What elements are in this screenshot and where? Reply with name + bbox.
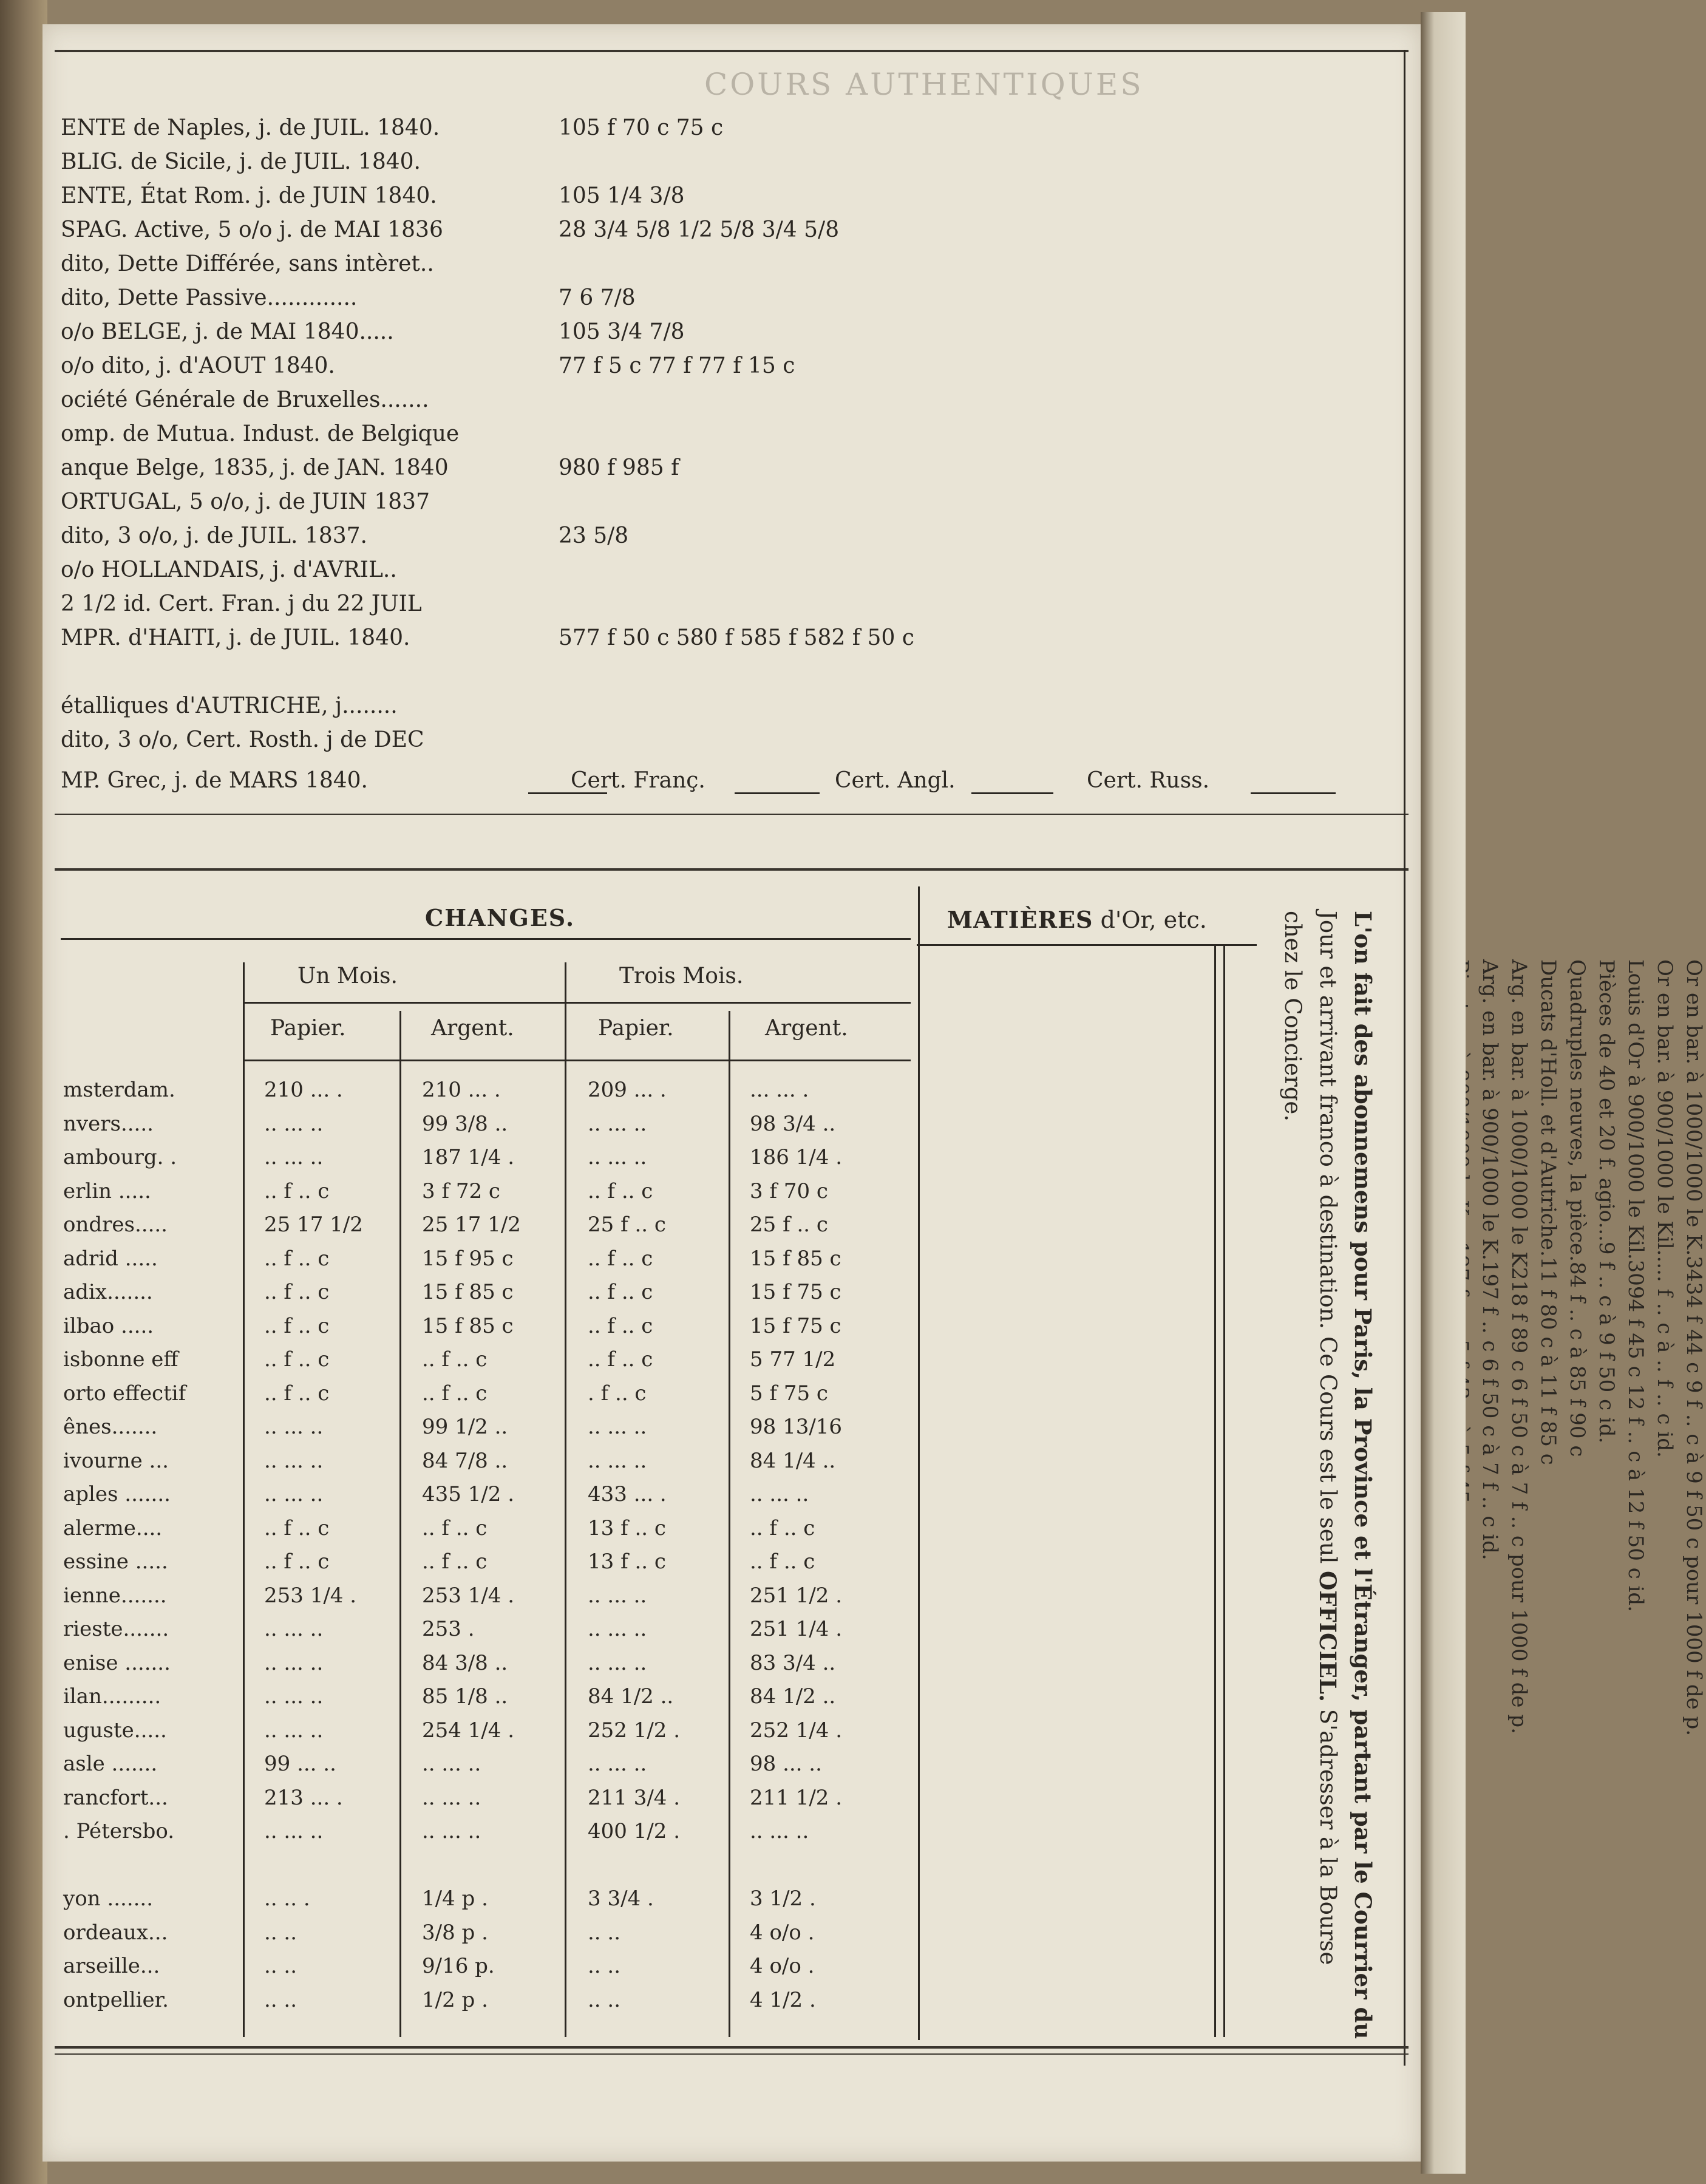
exchange-rate: .. f .. c xyxy=(264,1246,330,1271)
matiere-name: Louis d'Or à 900/1000 le Kil. xyxy=(1623,959,1648,1260)
exchange-city: adrid ..... xyxy=(63,1246,158,1271)
header-papier-3: Papier. xyxy=(598,1016,674,1041)
cert-franc-label: Cert. Franç. xyxy=(571,768,705,793)
exchange-rate: 3 f 72 c xyxy=(422,1179,500,1203)
exchange-rate: 211 1/2 . xyxy=(750,1785,843,1810)
exchange-rate: 252 1/4 . xyxy=(750,1718,843,1743)
exchange-rate: 15 f 75 c xyxy=(750,1280,841,1304)
exchange-rate: 210 ... . xyxy=(422,1078,501,1102)
exchange-rate: ... ... . xyxy=(750,1078,809,1102)
exchange-city: erlin ..... xyxy=(63,1179,151,1203)
exchange-rate: 25 17 1/2 xyxy=(422,1213,521,1237)
exchange-rate: .. ... .. xyxy=(264,1718,324,1743)
matiere-value: 218 f 89 c 6 f 50 c à 7 f .. c pour 1000 f de p. xyxy=(1507,1267,1531,1734)
notice-line-2c: S'adresser à la Bourse xyxy=(1315,1709,1341,1965)
exchange-row xyxy=(61,1078,911,1112)
exchange-city: ontpellier. xyxy=(63,1987,169,2012)
exchange-city: alerme.... xyxy=(63,1516,163,1540)
exchange-row xyxy=(61,1280,911,1314)
exchange-rate: .. ... .. xyxy=(264,1482,324,1506)
matieres-title-bold: MATIÈRES xyxy=(947,906,1093,933)
rente-label: ENTE de Naples, j. de JUIL. 1840. xyxy=(61,115,440,140)
exchange-rate: .. ... .. xyxy=(264,1448,324,1473)
exchange-rate: .. ... .. xyxy=(264,1111,324,1136)
subscription-notice xyxy=(1275,911,1381,2040)
exchange-rate: 9/16 p. xyxy=(422,1954,495,1978)
exchange-rate: 433 ... . xyxy=(588,1482,667,1506)
matiere-name: Arg. en bar. à 1000/1000 le K xyxy=(1507,959,1531,1267)
exchange-rate: 3 f 70 c xyxy=(750,1179,828,1203)
exchange-city: aples ....... xyxy=(63,1482,171,1506)
rente-label: SPAG. Active, 5 o/o j. de MAI 1836 xyxy=(61,217,443,242)
exchange-rate: 209 ... . xyxy=(588,1078,667,1102)
exchange-rate: .. ... .. xyxy=(264,1145,324,1169)
exchange-rate: .. ... .. xyxy=(264,1650,324,1675)
exchange-row xyxy=(61,1314,911,1348)
exchange-rate: 99 3/8 .. xyxy=(422,1111,508,1136)
rente-label: anque Belge, 1835, j. de JAN. 1840 xyxy=(61,455,449,480)
rente-label: o/o BELGE, j. de MAI 1840..... xyxy=(61,319,394,344)
exchange-rate: 15 f 75 c xyxy=(750,1313,841,1338)
exchange-city: msterdam. xyxy=(63,1078,175,1102)
exchange-rate: 3 1/2 . xyxy=(750,1886,816,1911)
matiere-name: Pièces de 40 et 20 f. agio... xyxy=(1594,959,1619,1242)
exchange-row xyxy=(61,1179,911,1213)
exchange-rate: 84 1/2 .. xyxy=(588,1684,674,1709)
exchange-row xyxy=(61,1617,911,1651)
matiere-value: 11 f 80 c à 11 f 85 c xyxy=(1536,1256,1560,1465)
exchange-row xyxy=(61,1819,911,1853)
exchange-rate: 84 1/4 .. xyxy=(750,1448,836,1473)
matiere-name: Or en bar. à 900/1000 le Kil. xyxy=(1653,959,1677,1256)
rente-value: 105 1/4 3/8 xyxy=(559,183,685,208)
exchange-row xyxy=(61,1449,911,1483)
header-argent-1: Argent. xyxy=(431,1016,514,1041)
exchange-rate: 1/4 p . xyxy=(422,1886,488,1911)
notice-line-1: L'on fait des abonnemens pour Paris, la Province et l'Étranger, partant par le Courrier du xyxy=(1350,911,1376,2039)
exchange-row xyxy=(61,1347,911,1381)
matiere-name: Arg. en bar. à 900/1000 le K. xyxy=(1478,959,1502,1260)
matiere-name: Ducats d'Holl. et d'Autriche. xyxy=(1536,959,1560,1257)
rente-value: 7 6 7/8 xyxy=(559,285,636,310)
changes-right-rule xyxy=(918,886,920,2040)
exchange-city: ienne....... xyxy=(63,1583,167,1608)
exchange-rate: 253 1/4 . xyxy=(264,1583,357,1608)
exchange-rate: 251 1/2 . xyxy=(750,1583,843,1608)
exchange-rate: .. ... .. xyxy=(264,1819,324,1843)
exchange-rate: .. .. xyxy=(264,1987,297,2012)
exchange-city: isbonne eff xyxy=(63,1347,178,1372)
rente-label: dito, 3 o/o, j. de JUIL. 1837. xyxy=(61,523,367,548)
rente-value: 577 f 50 c 580 f 585 f 582 f 50 c xyxy=(559,625,914,650)
exchange-rate: .. ... .. xyxy=(588,1145,647,1169)
un-mois-rule xyxy=(243,1002,565,1004)
header-un-mois: Un Mois. xyxy=(297,964,398,988)
exchange-city: essine ..... xyxy=(63,1550,168,1574)
exchange-rate: 1/2 p . xyxy=(422,1987,488,2012)
exchange-city: adix....... xyxy=(63,1280,153,1304)
notice-official: OFFICIEL. xyxy=(1314,1571,1341,1703)
matieres-title xyxy=(947,906,1207,933)
exchange-row xyxy=(61,1247,911,1281)
exchange-rate: 98 3/4 .. xyxy=(750,1111,836,1136)
exchange-rate: 4 o/o . xyxy=(750,1920,815,1945)
exchange-rate: 213 ... . xyxy=(264,1785,343,1810)
exchange-rate: .. .. xyxy=(264,1954,297,1978)
notice-line-3: chez le Concierge. xyxy=(1280,911,1306,1122)
exchange-rate: .. ... .. xyxy=(588,1583,647,1608)
exchange-city: enise ....... xyxy=(63,1650,171,1675)
exchange-row xyxy=(61,1112,911,1146)
exchange-rate: .. ... .. xyxy=(588,1617,647,1641)
exchange-rate: .. ... .. xyxy=(588,1448,647,1473)
top-rule xyxy=(55,50,1409,52)
exchange-rate: 210 ... . xyxy=(264,1078,343,1102)
rente-label: MPR. d'HAITI, j. de JUIL. 1840. xyxy=(61,625,410,650)
exchange-rate: .. f .. c xyxy=(588,1246,653,1271)
facing-page-edge xyxy=(1421,12,1466,2174)
rente-value: 105 f 70 c 75 c xyxy=(559,115,724,140)
exchange-rate: 15 f 85 c xyxy=(422,1280,514,1304)
page-right-border xyxy=(1404,50,1405,2066)
section-rule-b xyxy=(55,868,1409,871)
exchange-row xyxy=(61,1381,911,1415)
exchange-rate: 3/8 p . xyxy=(422,1920,488,1945)
exchange-rate: 84 7/8 .. xyxy=(422,1448,508,1473)
exchange-row xyxy=(61,1145,911,1179)
exchange-rate: .. .. xyxy=(588,1987,621,2012)
exchange-city: ambourg. . xyxy=(63,1145,177,1169)
cert-russ-label: Cert. Russ. xyxy=(1087,768,1210,793)
exchange-rate: 13 f .. c xyxy=(588,1516,666,1540)
exchange-rate: .. ... .. xyxy=(588,1111,647,1136)
matieres-title-rule xyxy=(917,944,1257,946)
matiere-name: Quadruples neuves, la pièce. xyxy=(1565,959,1589,1262)
exchange-rate: .. .. xyxy=(264,1920,297,1945)
exchange-row xyxy=(61,1213,911,1247)
bottom-rule xyxy=(55,2046,1409,2049)
rente-label: dito, Dette Passive............. xyxy=(61,285,358,310)
exchange-rate: 83 3/4 .. xyxy=(750,1650,836,1675)
exchange-rate: .. ... .. xyxy=(422,1819,481,1843)
exchange-rate: .. f .. c xyxy=(264,1280,330,1304)
exchange-rate: 4 1/2 . xyxy=(750,1987,816,2012)
bleedthrough-header: COURS AUTHENTIQUES xyxy=(704,67,1144,102)
exchange-rate: .. ... .. xyxy=(588,1752,647,1776)
exchange-rate: 99 1/2 .. xyxy=(422,1415,508,1439)
exchange-rate: .. ... .. xyxy=(422,1785,481,1810)
exchange-rate: .. f .. c xyxy=(422,1381,488,1406)
changes-table xyxy=(61,896,911,2037)
exchange-rate: 85 1/8 .. xyxy=(422,1684,508,1709)
exchange-rate: .. f .. c xyxy=(588,1280,653,1304)
exchange-row xyxy=(61,1550,911,1584)
matiere-value: 3094 f 45 c 12 f .. c à 12 f 50 c id. xyxy=(1623,1259,1648,1612)
header-argent-3: Argent. xyxy=(765,1016,848,1041)
exchange-row xyxy=(61,1684,911,1718)
rente-label: o/o HOLLANDAIS, j. d'AVRIL.. xyxy=(61,557,397,582)
matiere-value: 84 f .. c à 85 f 90 c xyxy=(1565,1261,1589,1457)
exchange-rate: .. .. xyxy=(588,1920,621,1945)
matiere-value: 9 f .. c à 9 f 50 c id. xyxy=(1594,1241,1619,1444)
section-rule-a xyxy=(55,814,1409,815)
rente-value: 28 3/4 5/8 1/2 5/8 3/4 5/8 xyxy=(559,217,840,242)
exchange-city: . Pétersbo. xyxy=(63,1819,175,1843)
exchange-rate: 3 3/4 . xyxy=(588,1886,654,1911)
rente-label: omp. de Mutua. Indust. de Belgique xyxy=(61,421,460,446)
rente-label: 2 1/2 id. Cert. Fran. j du 22 JUIL xyxy=(61,591,422,616)
exchange-rate: .. .. xyxy=(588,1954,621,1978)
exchange-city: rieste....... xyxy=(63,1617,169,1641)
exchange-rate: 15 f 85 c xyxy=(750,1246,841,1271)
matiere-value: 197 f .. c 6 f 50 c à 7 f .. c id. xyxy=(1478,1260,1502,1560)
exchange-rate: 15 f 95 c xyxy=(422,1246,514,1271)
exchange-city: ondres..... xyxy=(63,1213,168,1237)
exchange-rate: .. ... .. xyxy=(588,1650,647,1675)
exchange-rate: 253 . xyxy=(422,1617,475,1641)
exchange-rate: 98 13/16 xyxy=(750,1415,843,1439)
exchange-row xyxy=(61,1752,911,1786)
exchange-rate: 253 1/4 . xyxy=(422,1583,515,1608)
exchange-row xyxy=(61,1988,911,2022)
exchange-row xyxy=(61,1786,911,1820)
exchange-rate: .. ... .. xyxy=(264,1684,324,1709)
matiere-name: Or en bar. à 1000/1000 le K. xyxy=(1682,959,1706,1256)
exchange-rate: .. ... .. xyxy=(264,1415,324,1439)
exchange-rate: .. f .. c xyxy=(588,1347,653,1372)
exchange-rate: .. f .. c xyxy=(588,1179,653,1203)
rente-label: ociété Générale de Bruxelles....... xyxy=(61,387,429,412)
exchange-rate: 13 f .. c xyxy=(588,1550,666,1574)
exchange-rate: 25 17 1/2 xyxy=(264,1213,363,1237)
exchange-row xyxy=(61,1516,911,1550)
exchange-city: arseille... xyxy=(63,1954,160,1978)
exchange-row xyxy=(61,1853,911,1887)
rente-value: 105 3/4 7/8 xyxy=(559,319,685,344)
exchange-rate: . f .. c xyxy=(588,1381,647,1406)
exchange-row xyxy=(61,1651,911,1685)
exchange-rate: 99 ... .. xyxy=(264,1752,336,1776)
exchange-city: orto effectif xyxy=(63,1381,186,1406)
notice-line-2 xyxy=(1310,911,1345,2040)
exchange-city: rancfort... xyxy=(63,1785,168,1810)
exchange-rate: 251 1/4 . xyxy=(750,1617,843,1641)
exchange-city: ilbao ..... xyxy=(63,1313,154,1338)
ledger-page xyxy=(42,24,1706,2162)
exchange-city: uguste..... xyxy=(63,1718,167,1743)
exchange-rate: .. f .. c xyxy=(264,1381,330,1406)
exchange-rate: 84 3/8 .. xyxy=(422,1650,508,1675)
binding-shadow xyxy=(0,0,47,2184)
matieres-title-rest: d'Or, etc. xyxy=(1100,907,1207,933)
exchange-rate: 84 1/2 .. xyxy=(750,1684,836,1709)
exchange-rate: .. f .. c xyxy=(264,1516,330,1540)
rente-label: ENTE, État Rom. j. de JUIN 1840. xyxy=(61,183,437,208)
exchange-row xyxy=(61,1954,911,1988)
changes-title-rule xyxy=(61,938,911,940)
rente-value: 980 f 985 f xyxy=(559,455,679,480)
exchange-rate: .. f .. c xyxy=(750,1550,815,1574)
exchange-row xyxy=(61,1886,911,1920)
exchange-rate: .. ... .. xyxy=(750,1819,809,1843)
exchange-rate: 4 o/o . xyxy=(750,1954,815,1978)
header-trois-mois: Trois Mois. xyxy=(619,964,744,988)
exchange-rate: 25 f .. c xyxy=(750,1213,828,1237)
exchange-rate: 187 1/4 . xyxy=(422,1145,515,1169)
exchange-rate: 186 1/4 . xyxy=(750,1145,843,1169)
exchange-rate: 400 1/2 . xyxy=(588,1819,681,1843)
exchange-rate: 5 f 75 c xyxy=(750,1381,828,1406)
changes-title: CHANGES. xyxy=(425,904,576,931)
cert-row-label: MP. Grec, j. de MARS 1840. xyxy=(61,768,368,793)
exchange-rate: .. f .. c xyxy=(422,1550,488,1574)
rente-value: 77 f 5 c 77 f 77 f 15 c xyxy=(559,353,795,378)
header-rule xyxy=(243,1060,911,1061)
rente-label: BLIG. de Sicile, j. de JUIL. 1840. xyxy=(61,149,421,174)
exchange-city: nvers..... xyxy=(63,1111,154,1136)
matiere-value: .... f .. c à .. f .. c id. xyxy=(1653,1256,1677,1458)
exchange-rate: 98 ... .. xyxy=(750,1752,822,1776)
exchange-rate: .. f .. c xyxy=(750,1516,815,1540)
exchange-row xyxy=(61,1584,911,1618)
exchange-city: ivourne ... xyxy=(63,1448,169,1473)
rente-label: dito, Dette Différée, sans intèret.. xyxy=(61,251,434,276)
exchange-city: yon ....... xyxy=(63,1886,154,1911)
rente-label: o/o dito, j. d'AOUT 1840. xyxy=(61,353,335,378)
exchange-rate: 5 77 1/2 xyxy=(750,1347,836,1372)
exchange-rate: 25 f .. c xyxy=(588,1213,666,1237)
exchange-rate: 252 1/2 . xyxy=(588,1718,681,1743)
matiere-value: 3434 f 44 c 9 f .. c à 9 f 50 c pour 1000 f de p. xyxy=(1682,1256,1706,1737)
header-papier-1: Papier. xyxy=(270,1016,346,1041)
exchange-rate: .. f .. c xyxy=(264,1550,330,1574)
exchange-city: ilan......... xyxy=(63,1684,161,1709)
exchange-rate: .. ... .. xyxy=(588,1415,647,1439)
rente-value: 23 5/8 xyxy=(559,523,629,548)
exchange-city: ordeaux... xyxy=(63,1920,168,1945)
exchange-rate: 254 1/4 . xyxy=(422,1718,515,1743)
exchange-rate: .. ... .. xyxy=(750,1482,809,1506)
exchange-rate: .. f .. c xyxy=(588,1313,653,1338)
exchange-rate: .. ... .. xyxy=(422,1752,481,1776)
trois-mois-rule xyxy=(565,1002,911,1004)
exchange-rate: 435 1/2 . xyxy=(422,1482,515,1506)
exchange-rate: .. f .. c xyxy=(264,1179,330,1203)
exchange-row xyxy=(61,1920,911,1954)
cert-angl-label: Cert. Angl. xyxy=(835,768,956,793)
exchange-rate: .. .. . xyxy=(264,1886,310,1911)
rente-label: étalliques d'AUTRICHE, j........ xyxy=(61,693,398,718)
exchange-row xyxy=(61,1718,911,1752)
exchange-city: asle ....... xyxy=(63,1752,158,1776)
exchange-rate: .. f .. c xyxy=(422,1516,488,1540)
exchange-rate: 211 3/4 . xyxy=(588,1785,681,1810)
exchange-rate: 15 f 85 c xyxy=(422,1313,514,1338)
notice-line-2a: Jour et arrivant franco à destination. Ce Cours est le seul xyxy=(1315,911,1341,1564)
exchange-rate: .. f .. c xyxy=(264,1313,330,1338)
exchange-city: ênes....... xyxy=(63,1415,158,1439)
exchange-row xyxy=(61,1415,911,1449)
rente-label: dito, 3 o/o, Cert. Rosth. j de DEC xyxy=(61,727,424,752)
exchange-rate: .. ... .. xyxy=(264,1617,324,1641)
exchange-rate: .. f .. c xyxy=(264,1347,330,1372)
bottom-rule-2 xyxy=(55,2053,1409,2055)
exchange-rate: .. f .. c xyxy=(422,1347,488,1372)
rente-label: ORTUGAL, 5 o/o, j. de JUIN 1837 xyxy=(61,489,430,514)
exchange-row xyxy=(61,1482,911,1516)
